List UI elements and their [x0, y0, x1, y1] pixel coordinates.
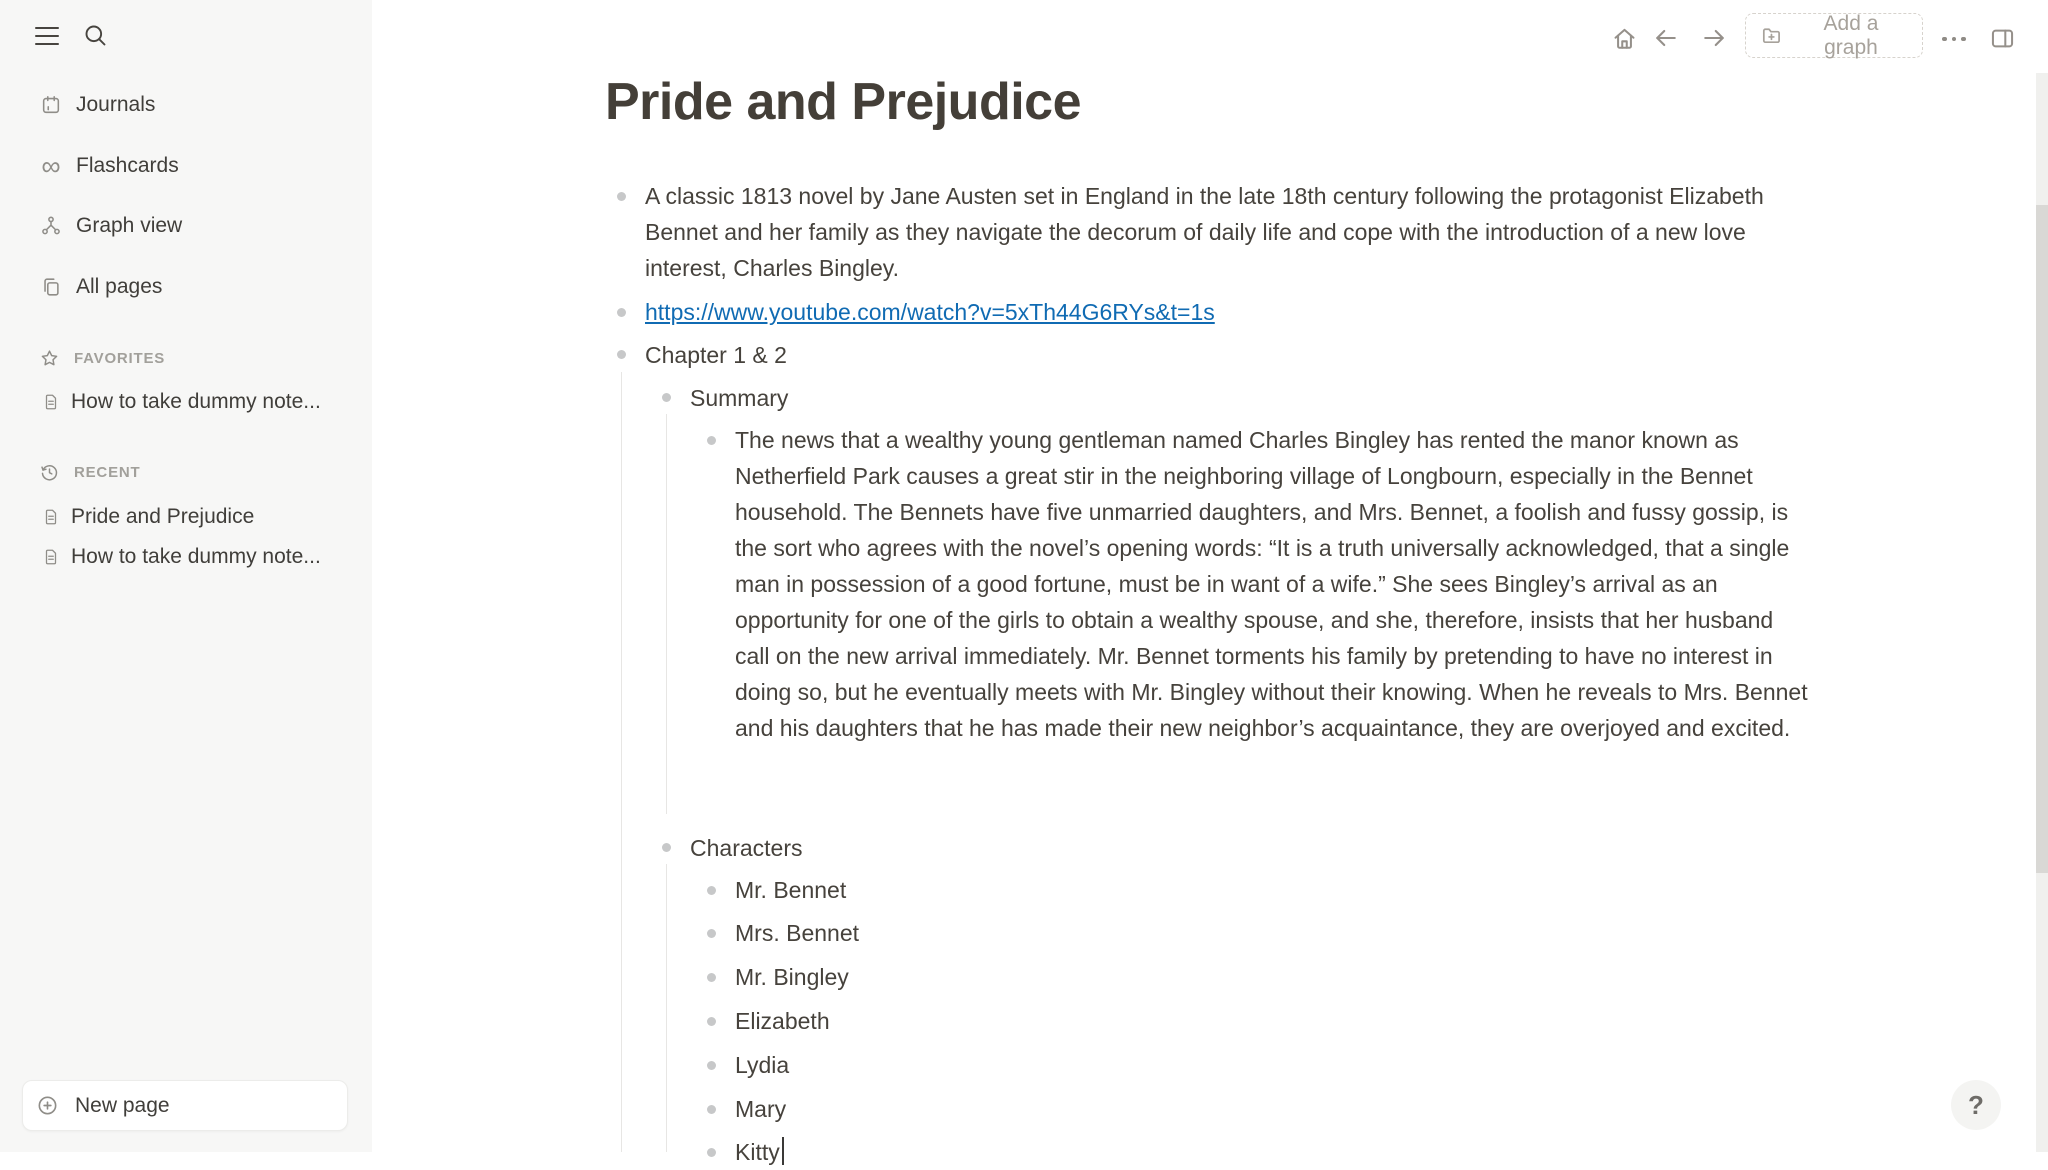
- more-options-button[interactable]: [1936, 26, 1972, 52]
- block-character[interactable]: Mrs. Bennet: [735, 920, 859, 946]
- favorites-section-header[interactable]: [28, 340, 352, 376]
- bullet-dot[interactable]: [662, 393, 671, 402]
- sidebar-item-label: Graph view: [76, 214, 183, 237]
- favorite-page-label: How to take dummy note...: [71, 390, 321, 413]
- graph-icon: [40, 215, 62, 237]
- arrow-left-icon: [1652, 24, 1680, 52]
- add-graph-label: Add a graph: [1823, 11, 1879, 59]
- sidebar-item-label: Flashcards: [76, 154, 179, 177]
- bullet-dot[interactable]: [617, 308, 626, 317]
- nav-forward-button[interactable]: [1698, 22, 1730, 54]
- right-sidebar-toggle-button[interactable]: [1986, 23, 2018, 53]
- block-characters-label[interactable]: Characters: [690, 835, 803, 861]
- nav-back-button[interactable]: [1650, 22, 1682, 54]
- sidebar-item-flashcards[interactable]: [28, 144, 352, 188]
- scrollbar-thumb[interactable]: [2036, 205, 2048, 873]
- help-button[interactable]: [1951, 1080, 2001, 1130]
- text-caret: [782, 1137, 784, 1165]
- folder-plus-icon: [1760, 24, 1783, 47]
- block-chapter[interactable]: Chapter 1 & 2: [645, 342, 787, 368]
- sidebar-item-graph-view[interactable]: [28, 204, 352, 248]
- indent-guide-line: [666, 864, 667, 1152]
- favorites-label: FAVORITES: [74, 349, 166, 367]
- calendar-icon: [40, 94, 62, 116]
- bullet-dot[interactable]: [662, 843, 671, 852]
- home-button[interactable]: [1608, 22, 1640, 54]
- block-character[interactable]: [735, 1134, 784, 1170]
- block-video-link: [645, 294, 1215, 330]
- bullet-dot[interactable]: [707, 1148, 716, 1157]
- recent-section-header[interactable]: [28, 454, 352, 490]
- pages-icon: [40, 276, 62, 298]
- recent-page-item[interactable]: [28, 499, 352, 535]
- block-intro[interactable]: A classic 1813 novel by Jane Austen set in England in the late 18th century following the protagonist Elizabeth Bennet and her family as they navigate the decorum of daily life and cope with the introduction of a new love interest, Charles Bingley.: [645, 183, 1764, 281]
- search-button[interactable]: [80, 20, 110, 50]
- layout-sidebar-right-icon: [1989, 25, 2016, 52]
- bullet-dot[interactable]: [707, 886, 716, 895]
- block-character-text[interactable]: Kitty: [735, 1139, 780, 1165]
- indent-guide-line: [621, 372, 622, 1152]
- question-mark-label: ?: [1968, 1089, 1984, 1120]
- sidebar-item-label: All pages: [76, 275, 163, 298]
- sidebar-item-journals[interactable]: [28, 83, 352, 127]
- block-character[interactable]: Lydia: [735, 1052, 790, 1078]
- bullet-dot[interactable]: [707, 973, 716, 982]
- page-title[interactable]: Pride and Prejudice: [605, 73, 1081, 131]
- ellipsis-icon: [1942, 37, 1966, 42]
- youtube-link[interactable]: https://www.youtube.com/watch?v=5xTh44G6RYs&t=1s: [645, 299, 1215, 325]
- menu-toggle-button[interactable]: [34, 24, 60, 48]
- bullet-dot[interactable]: [707, 929, 716, 938]
- scrollbar-track: [2036, 73, 2048, 1152]
- page-file-icon: [42, 548, 60, 566]
- search-icon: [82, 22, 109, 49]
- new-page-label: New page: [75, 1093, 170, 1117]
- home-icon: [1611, 25, 1638, 52]
- recent-page-item[interactable]: [28, 539, 352, 575]
- block-character[interactable]: Mr. Bingley: [735, 964, 849, 990]
- block-character[interactable]: Mary: [735, 1096, 787, 1122]
- sidebar-item-all-pages[interactable]: [28, 265, 352, 309]
- star-icon: [39, 348, 60, 369]
- plus-circle-icon: [36, 1094, 59, 1117]
- sidebar-item-label: Journals: [76, 93, 156, 116]
- recent-page-label: How to take dummy note...: [71, 545, 321, 568]
- bullet-dot[interactable]: [617, 192, 626, 201]
- block-summary-label[interactable]: Summary: [690, 385, 789, 411]
- left-sidebar: [0, 0, 372, 1152]
- bullet-dot[interactable]: [707, 436, 716, 445]
- add-graph-button[interactable]: [1745, 13, 1923, 58]
- page-file-icon: [42, 508, 60, 526]
- indent-guide-line: [666, 414, 667, 814]
- infinity-icon: ∞: [41, 151, 61, 181]
- new-page-button[interactable]: [22, 1080, 348, 1131]
- recent-label: RECENT: [74, 463, 141, 481]
- recent-page-label: Pride and Prejudice: [71, 505, 255, 528]
- block-summary-text[interactable]: The news that a wealthy young gentleman named Charles Bingley has rented the manor known as Netherfield Park causes a great stir in the neighboring village of Longbourn, especially in the Bennet household. The Bennets have five unmarried daughters, and Mrs. Bennet, a foolish and fussy gossip, is the sort who agrees with the novel’s opening words: “It is a truth universally acknowledged, that a single man in possession of a good fortune, must be in want of a wife.” She sees Bingley’s arrival as an opportunity for one of the girls to obtain a wealthy spouse, and she, therefore, insists that her husband call on the new arrival immediately. Mr. Bennet torments his family by pretending to have no interest in doing so, but he eventually meets with Mr. Bingley without their knowing. When he reveals to Mrs. Bennet and his daughters that he has made their new neighbor’s acquaintance, they are overjoyed and excited.: [735, 427, 1808, 741]
- bullet-dot[interactable]: [707, 1061, 716, 1070]
- favorite-page-item[interactable]: [28, 384, 352, 420]
- history-icon: [39, 462, 60, 483]
- block-character[interactable]: Elizabeth: [735, 1008, 830, 1034]
- bullet-dot[interactable]: [707, 1105, 716, 1114]
- arrow-right-icon: [1700, 24, 1728, 52]
- bullet-dot[interactable]: [707, 1017, 716, 1026]
- block-character[interactable]: Mr. Bennet: [735, 877, 847, 903]
- page-file-icon: [42, 393, 60, 411]
- bullet-dot[interactable]: [617, 350, 626, 359]
